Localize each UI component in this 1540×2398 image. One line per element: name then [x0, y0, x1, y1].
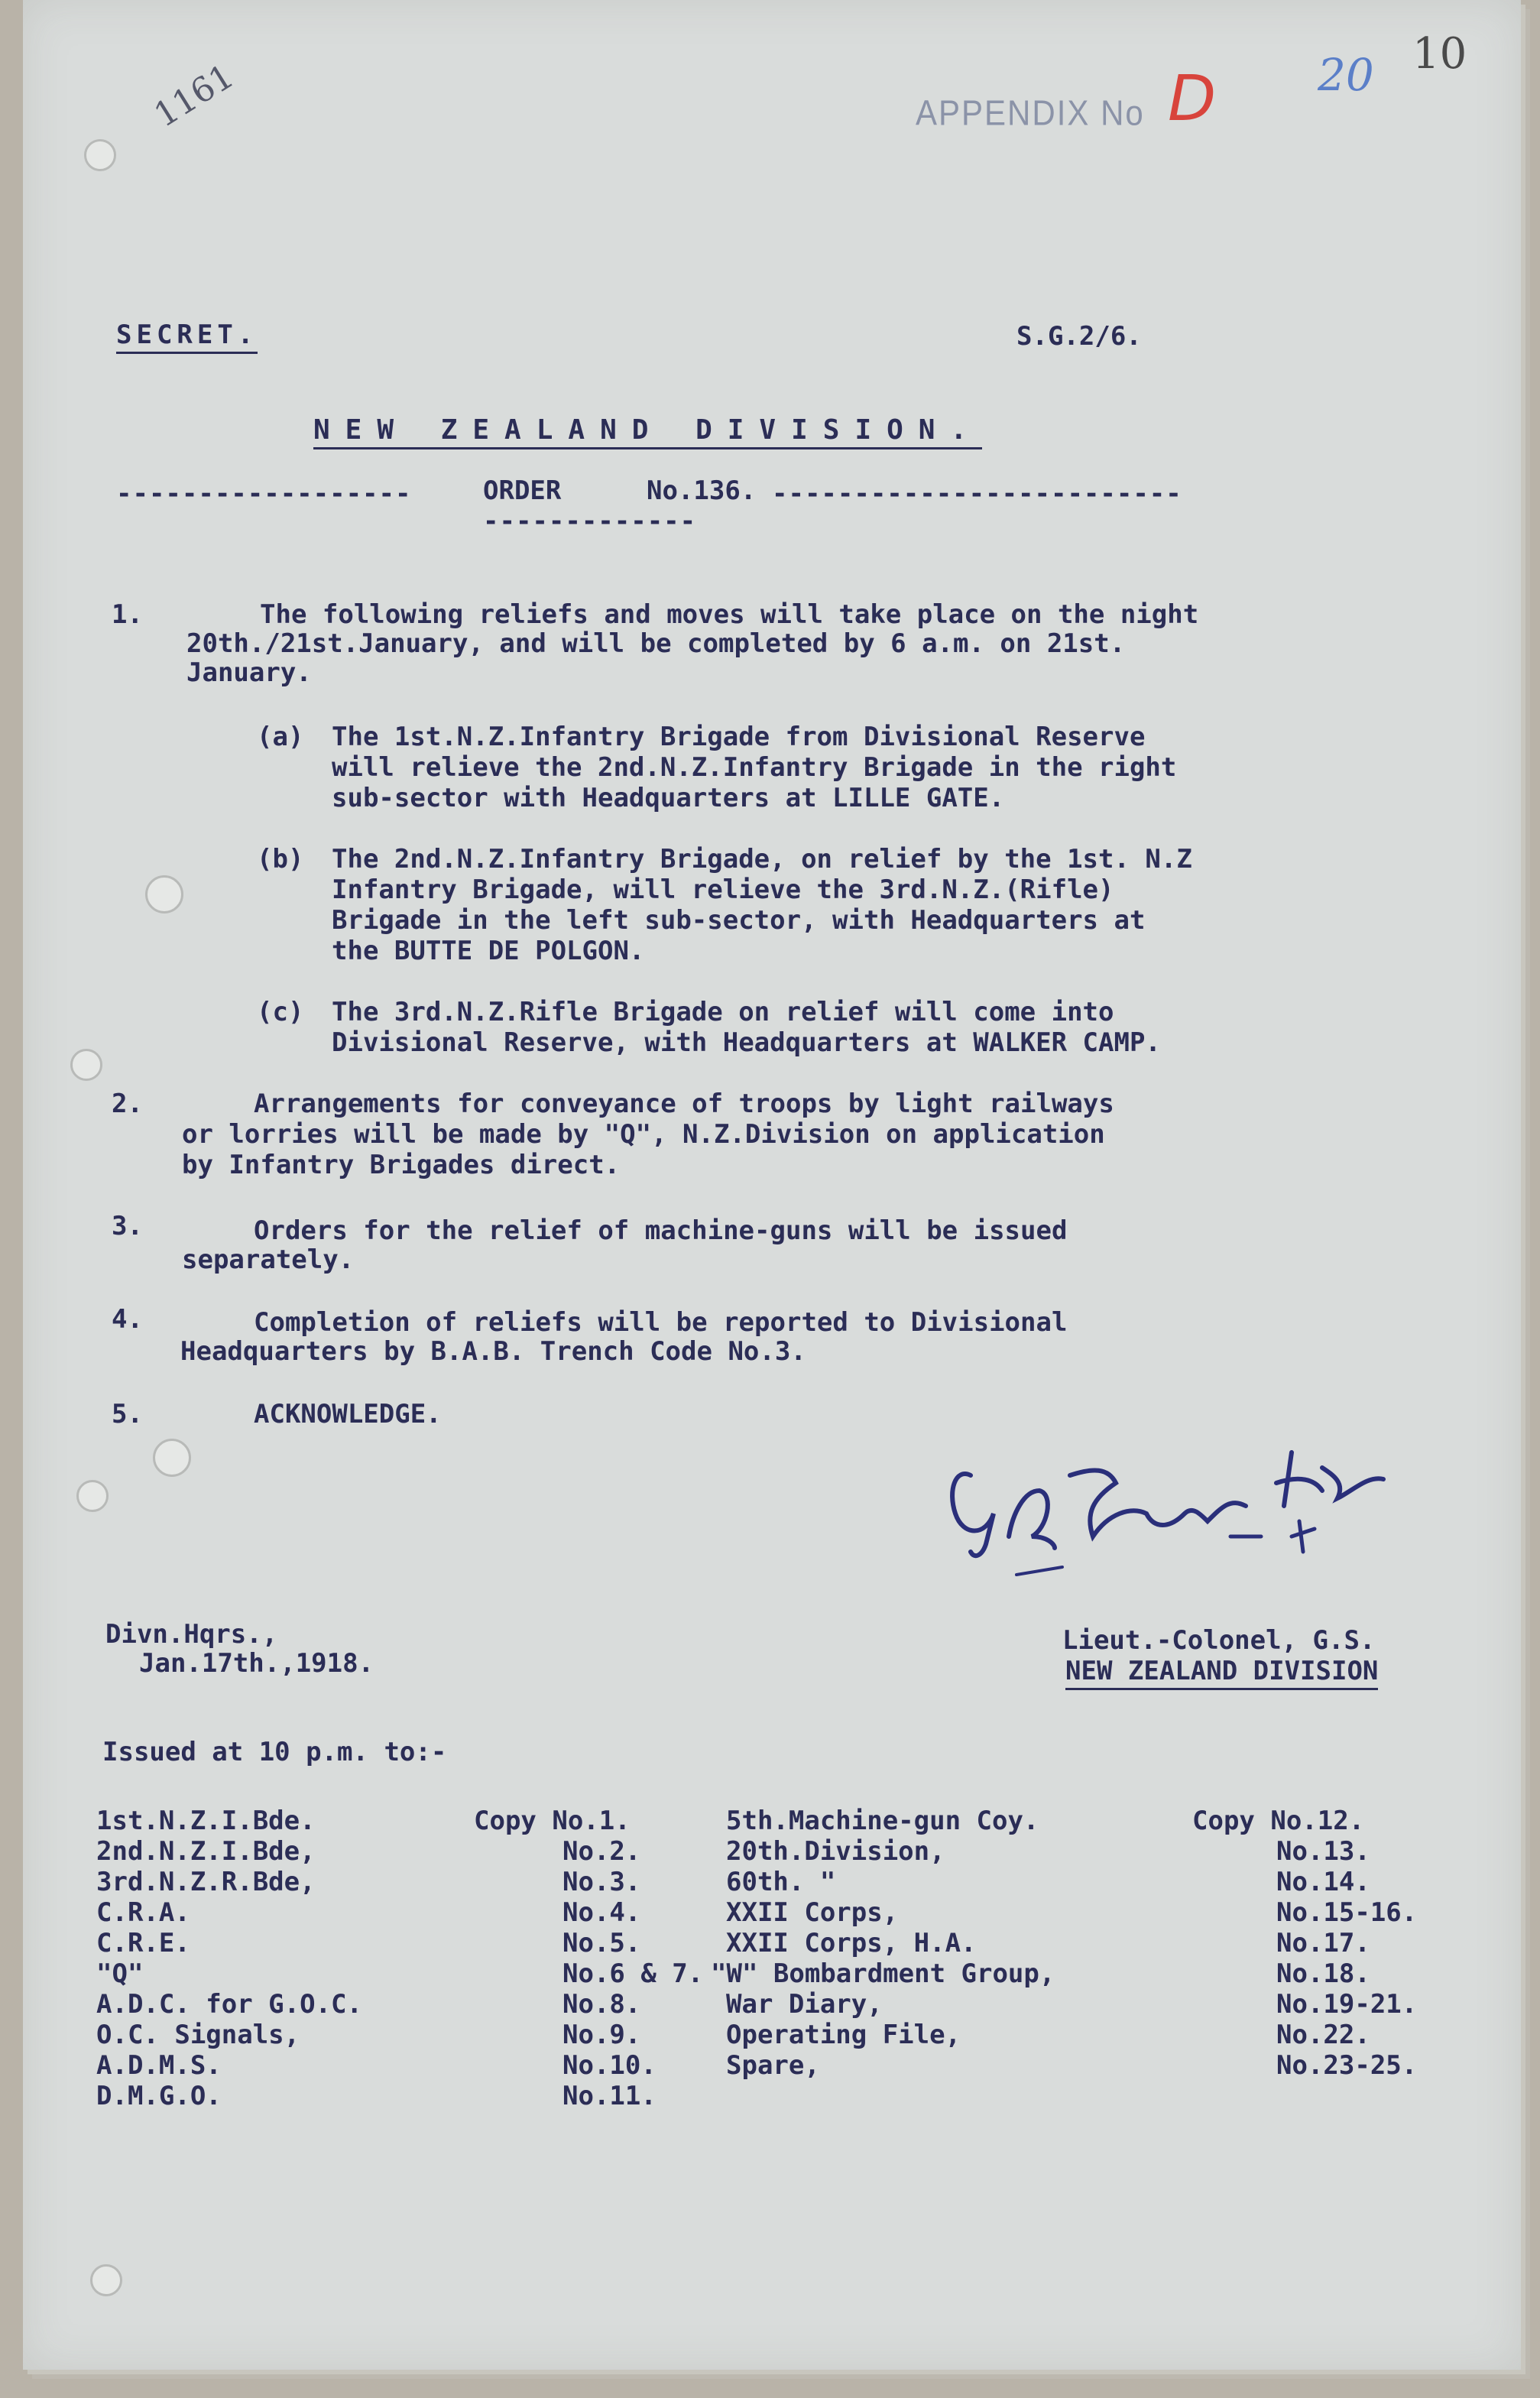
order-underline: -------------	[483, 506, 697, 537]
order-dash-left: ------------------	[116, 479, 412, 509]
distribution-copy-number: No.5.	[563, 1928, 641, 1958]
subparagraph-label: (a)	[257, 722, 304, 752]
distribution-recipient: "Q"	[96, 1958, 144, 1989]
distribution-copy-number: No.15-16.	[1276, 1897, 1418, 1928]
distribution-copy-number: No.8.	[563, 1989, 641, 2020]
handwritten-reference-number: 1161	[147, 57, 241, 135]
distribution-copy-number: No.6 & 7.	[563, 1958, 704, 1989]
subparagraph-line: The 3rd.N.Z.Rifle Brigade on relief will come into	[332, 997, 1114, 1027]
distribution-copy-number: No.14.	[1276, 1867, 1370, 1897]
document-sheet	[23, 0, 1521, 2370]
punch-hole	[90, 2264, 122, 2296]
distribution-copy-number: No.22.	[1276, 2020, 1370, 2050]
subparagraph-line: Infantry Brigade, will relieve the 3rd.N.Z.(Rifle)	[332, 875, 1114, 905]
distribution-recipient: XXII Corps,	[726, 1897, 899, 1928]
paragraph-line: January.	[186, 657, 312, 688]
subparagraph-line: The 2nd.N.Z.Infantry Brigade, on relief by the 1st. N.Z	[332, 844, 1192, 875]
order-dash-right: -------------------------	[772, 479, 1182, 509]
paragraph-line: 20th./21st.January, and will be completed by 6 a.m. on 21st.	[186, 628, 1126, 659]
division-title: NEW ZEALAND DIVISION.	[313, 414, 982, 449]
distribution-copy-number: No.10.	[563, 2050, 657, 2081]
distribution-recipient: O.C. Signals,	[96, 2020, 300, 2050]
subparagraph-line: sub-sector with Headquarters at LILLE GATE.	[332, 783, 1005, 813]
distribution-copy-number: No.11.	[563, 2081, 657, 2111]
issued-line: Issued at 10 p.m. to:-	[102, 1737, 447, 1767]
distribution-recipient: D.M.G.O.	[96, 2081, 222, 2111]
distribution-recipient: Spare,	[726, 2050, 820, 2081]
security-marking: SECRET.	[116, 320, 258, 354]
distribution-copy-number: No.9.	[563, 2020, 641, 2050]
distribution-recipient: War Diary,	[726, 1989, 883, 2020]
distribution-copy-number: No.17.	[1276, 1928, 1370, 1958]
paragraph-number: 3.	[112, 1211, 143, 1241]
distribution-recipient: XXII Corps, H.A.	[726, 1928, 977, 1958]
order-date: Jan.17th.,1918.	[139, 1648, 374, 1679]
paragraph-line: Headquarters by B.A.B. Trench Code No.3.	[180, 1336, 806, 1367]
signatory-unit: NEW ZEALAND DIVISION	[1065, 1656, 1378, 1690]
punch-hole	[76, 1480, 109, 1512]
blue-handwritten-note: 20	[1318, 49, 1374, 101]
distribution-recipient: 20th.Division,	[726, 1836, 945, 1867]
punch-hole	[84, 139, 116, 171]
subparagraph-line: will relieve the 2nd.N.Z.Infantry Brigade in the right	[332, 752, 1177, 783]
subparagraph-line: Divisional Reserve, with Headquarters at WALKER CAMP.	[332, 1027, 1161, 1058]
distribution-copy-number: No.18.	[1276, 1958, 1370, 1989]
order-number: No.136.	[647, 475, 757, 506]
appendix-letter: D	[1168, 63, 1217, 135]
distribution-recipient: A.D.M.S.	[96, 2050, 222, 2081]
distribution-recipient: C.R.E.	[96, 1928, 190, 1958]
distribution-recipient: A.D.C. for G.O.C.	[96, 1989, 362, 2020]
paragraph-number: 2.	[112, 1089, 143, 1119]
distribution-copy-number: Copy No.12.	[1192, 1806, 1365, 1836]
signatory-rank: Lieut.-Colonel, G.S.	[1062, 1625, 1376, 1656]
distribution-recipient: 3rd.N.Z.R.Bde,	[96, 1867, 316, 1897]
distribution-recipient: 1st.N.Z.I.Bde.	[96, 1806, 316, 1836]
distribution-copy-number: No.3.	[563, 1867, 641, 1897]
distribution-copy-number: No.2.	[563, 1836, 641, 1867]
order-reference: S.G.2/6.	[1016, 321, 1142, 352]
punch-hole	[70, 1049, 102, 1081]
paragraph-number: 1.	[112, 599, 143, 630]
punch-hole	[153, 1439, 191, 1477]
punch-hole	[145, 875, 183, 913]
appendix-stamp: APPENDIX No	[916, 92, 1145, 133]
paragraph-line: Orders for the relief of machine-guns will be issued	[254, 1215, 1068, 1246]
distribution-copy-number: Copy No.1.	[474, 1806, 631, 1836]
paragraph-line: Arrangements for conveyance of troops by light railways	[254, 1089, 1114, 1119]
distribution-copy-number: No.23-25.	[1276, 2050, 1418, 2081]
subparagraph-label: (c)	[257, 997, 304, 1027]
distribution-recipient: Operating File,	[726, 2020, 961, 2050]
paragraph-line: Completion of reliefs will be reported to Divisional	[254, 1307, 1068, 1338]
paragraph-number: 5.	[112, 1399, 143, 1429]
paragraph-line: The following reliefs and moves will take place on the night	[260, 599, 1199, 630]
distribution-recipient: 2nd.N.Z.I.Bde,	[96, 1836, 316, 1867]
distribution-recipient: C.R.A.	[96, 1897, 190, 1928]
distribution-copy-number: No.13.	[1276, 1836, 1370, 1867]
headquarters-location: Divn.Hqrs.,	[105, 1619, 278, 1650]
distribution-recipient: "W" Bombardment Group,	[711, 1958, 1055, 1989]
paragraph-line: or lorries will be made by "Q", N.Z.Division on application	[182, 1119, 1105, 1150]
distribution-recipient: 5th.Machine-gun Coy.	[726, 1806, 1039, 1836]
paragraph-line: separately.	[182, 1244, 355, 1275]
paragraph-number: 4.	[112, 1304, 143, 1335]
subparagraph-label: (b)	[257, 844, 304, 875]
paragraph-line: by Infantry Brigades direct.	[182, 1150, 621, 1180]
subparagraph-line: Brigade in the left sub-sector, with Headquarters at	[332, 905, 1146, 936]
distribution-copy-number: No.19-21.	[1276, 1989, 1418, 2020]
signature	[940, 1422, 1429, 1598]
order-label: ORDER	[483, 475, 562, 506]
page-number: 10	[1412, 29, 1467, 79]
subparagraph-line: the BUTTE DE POLGON.	[332, 936, 645, 966]
distribution-copy-number: No.4.	[563, 1897, 641, 1928]
acknowledge-instruction: ACKNOWLEDGE.	[254, 1399, 442, 1429]
distribution-recipient: 60th. "	[726, 1867, 836, 1897]
subparagraph-line: The 1st.N.Z.Infantry Brigade from Divisional Reserve	[332, 722, 1146, 752]
